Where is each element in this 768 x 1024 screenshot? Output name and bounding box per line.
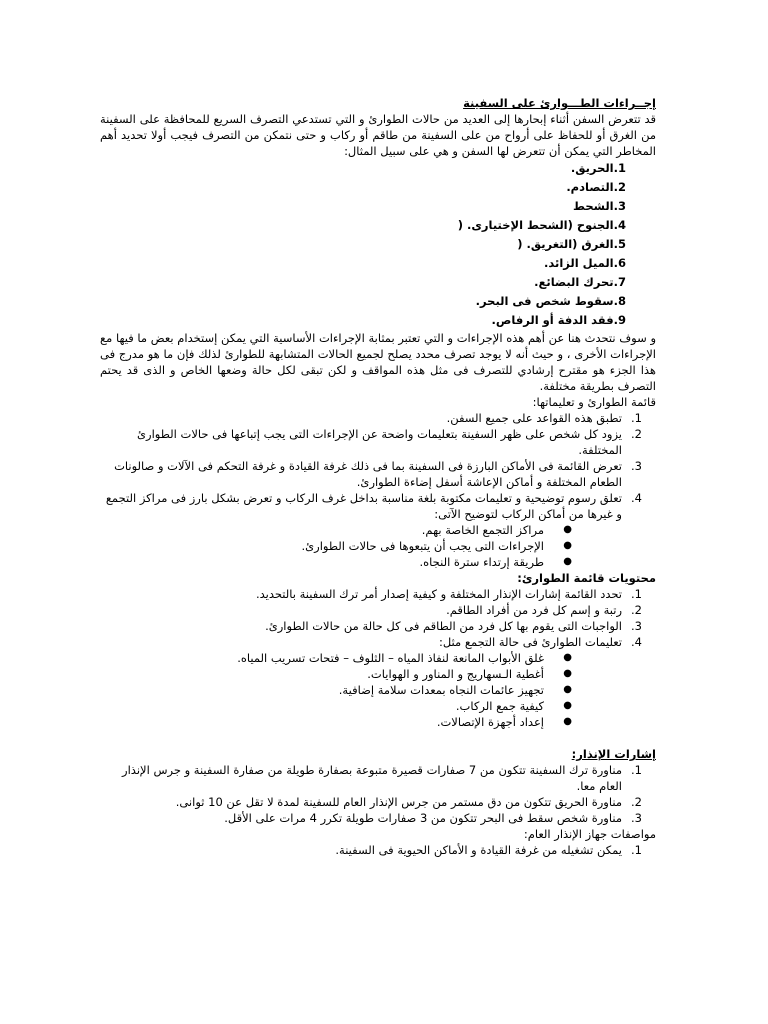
emergency-list-contents [100,586,656,730]
bullet-item [100,714,572,730]
list-number: 4. [631,491,642,505]
list-number: 3. [631,811,642,825]
list-text: يمكن تشغيله من غرفة القيادة و الأماكن الحيوية فى السفينة. [335,843,622,857]
list-number: 1. [631,411,642,425]
bullet-item [100,554,572,570]
list-number: 2. [631,427,642,441]
bullet-icon: ● [563,668,572,679]
list-number: 2. [631,795,642,809]
list-item [100,458,656,490]
hazard-item: 7.تحرك البضائع. [534,275,626,289]
general-alarm-specs-title: مواصفات جهاز الإنذار العام: [523,827,656,841]
bullet-text: طريقة إرتداء سترة النجاه. [419,555,544,569]
list-number: 1. [631,587,642,601]
emergency-list-title: قائمة الطوارئ و تعليماتها: [532,395,656,409]
emergency-list-instructions [100,410,656,570]
bullet-text: أغطية الـسهاريج و المناور و الهوايات. [367,667,544,681]
hazard-list [100,159,656,330]
list-number: 2. [631,603,642,617]
list-number: 3. [631,459,642,473]
hazard-item: 9.فقد الدفة أو الرفاص. [491,313,626,327]
list-item [100,618,656,634]
bullet-icon: ● [563,524,572,535]
document-body [100,95,656,858]
bullet-text: مراكز التجمع الخاصة بهم. [421,523,544,537]
list-item [100,794,656,810]
list-item [100,410,656,426]
hazard-item: 1.الحريق. [570,161,626,175]
spacer [100,730,656,746]
list-item [100,602,656,618]
bullet-item [100,538,572,554]
bullet-icon: ● [563,652,572,663]
bullet-icon: ● [563,684,572,695]
list-text: مناورة شخص سقط فى البحر تتكون من 3 صفارات طويلة تكرر 4 مرات على الأقل. [224,811,622,825]
bullet-item [100,698,572,714]
list-text: تعليمات الطوارئ فى حالة التجمع مثل: [438,635,622,649]
list-text: الواجبات التى يقوم بها كل فرد من الطاقم فى كل حالة من حالات الطوارئ. [265,619,622,633]
list-item [100,490,656,522]
hazard-item: 2.التصادم. [566,180,626,194]
list-text: مناورة ترك السفينة تتكون من 7 صفارات قصيرة متبوعة بصفارة طويلة من صفارة السفينة و جرس الإنذار العام معا. [122,763,622,793]
list-number: 4. [631,635,642,649]
list-text: تحدد القائمة إشارات الإنذار المختلفة و كيفية إصدار أمر ترك السفينة بالتحديد. [255,587,622,601]
list-number: 3. [631,619,642,633]
intro-paragraph: قد تتعرض السفن أثناء إبحارها إلى العديد من حالات الطوارئ و التي تستدعي التصرف السريع للمحافظة على السفينة من الغرق أو للحفاظ على أرواح من على السفينة من طاقم أو ركاب و حتى نتمكن من التصرف فيجب أولا تحديد أهم المخاطر التي يمكن أن تتعرض لها السفن و هي على سبيل المثال: [100,112,656,158]
list-item [100,634,656,650]
list-text: تعرض القائمة فى الأماكن البارزة فى السفينة بما فى ذلك غرفة القيادة و غرفة التحكم فى الآلات و صالونات الطعام المختلفة و أماكن الإعاشة أسفل إضاءة الطوارئ. [114,459,622,489]
bullet-text: إعداد أجهزة الإتصالات. [436,715,544,729]
bullet-item [100,682,572,698]
bullet-text: غلق الأبواب المانعة لنفاذ المياه – الثلوف – فتحات تسريب المياه. [237,651,544,665]
list-item [100,810,656,826]
general-alarm-specs-list [100,842,656,858]
bullet-text: كيفية جمع الركاب. [455,699,544,713]
list-text: يزود كل شخص على ظهر السفينة بتعليمات واضحة عن الإجراءات التى يجب إتباعها فى حالات الطوارئ المختلفة. [137,427,622,457]
list-text: تطبق هذه القواعد على جميع السفن. [446,411,622,425]
alarm-signals-list [100,762,656,826]
hazard-item: 4.الجنوح (الشحط الإختيارى. ( [457,218,626,232]
bullet-text: الإجراءات التى يجب أن يتبعوها فى حالات الطوارئ. [301,539,544,553]
bullet-item [100,650,572,666]
list-item [100,586,656,602]
list-number: 1. [631,763,642,777]
hazard-item: 3.الشحط [573,199,626,213]
bullet-icon: ● [563,700,572,711]
bullet-item [100,666,572,682]
hazard-item: 8.سقوط شخص فى البحر. [475,294,626,308]
list-text: رتبة و إسم كل فرد من أفراد الطاقم. [446,603,622,617]
list-text: مناورة الحريق تتكون من دق مستمر من جرس الإنذار العام للسفينة لمدة لا تقل عن 10 ثوانى. [175,795,622,809]
procedures-paragraph: و سوف نتحدث هنا عن أهم هذه الإجراءات و التي تعتبر بمثابة الإجراءات الأساسية التي يمكن إستخدام بعض ما فيها مع الإجراءات الأخرى ، و حيث أنه لا يوجد تصرف محدد يصلح لجميع الحالات المتشابهة للطوارئ لذلك فإن ما هو مدرج فى هذا الجزء هو مقترح إرشادي للتصرف فى مثل هذه المواقف و لكن تبقى لكل حالة وضعها الخاص و الذى قد يحتم التصرف بطريقة مختلفة. [100,331,656,393]
list-item [100,426,656,458]
hazard-item: 5.الغرق (التغريق. ( [517,237,626,251]
bullet-icon: ● [563,556,572,567]
bullet-text: تجهيز عائمات النجاه بمعدات سلامة إضافية. [338,683,544,697]
hazard-item: 6.الميل الزائد. [543,256,626,270]
document-title: إجــراءات الطـــوارئ على السفينة [463,96,656,110]
emergency-list-contents-title: محتويات قائمة الطوارئ: [517,571,656,585]
bullet-icon: ● [563,716,572,727]
list-number: 1. [631,843,642,857]
alarm-signals-title: إشارات الإنذار: [571,747,656,761]
list-text: تعلق رسوم توضيحية و تعليمات مكتوبة بلغة مناسبة بداخل غرف الركاب و تعرض بشكل بارز فى مراكز التجمع و غيرها من أماكن الركاب لتوضيح الآتى: [105,491,622,521]
bullet-icon: ● [563,540,572,551]
bullet-item [100,522,572,538]
list-item [100,842,656,858]
list-item [100,762,656,794]
